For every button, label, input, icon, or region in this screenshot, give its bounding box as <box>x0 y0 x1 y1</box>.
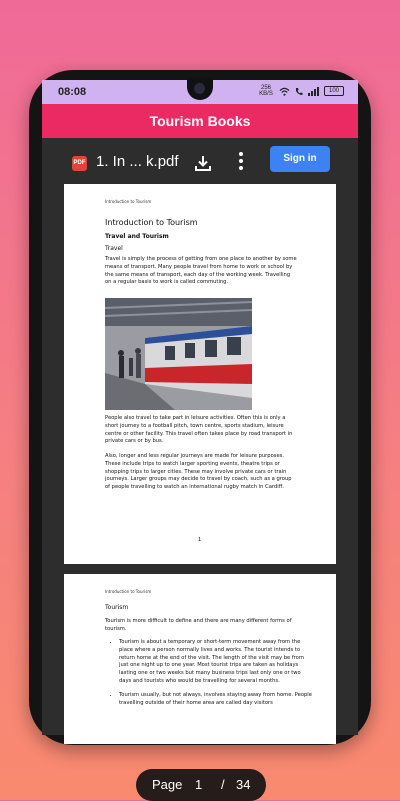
call-icon <box>295 87 303 96</box>
running-head: Introduction to Tourism <box>105 199 152 204</box>
pdf-viewer[interactable] <box>42 184 358 792</box>
battery-level: 100 <box>328 88 339 94</box>
signal-icon <box>308 86 319 96</box>
phone-screen <box>42 80 358 792</box>
running-head: Introduction to Tourism <box>105 589 152 594</box>
pdf-page-1 <box>64 184 336 564</box>
pdf-page-2 <box>64 574 336 744</box>
page-number: 1 <box>198 537 202 543</box>
camera-notch <box>187 78 213 100</box>
battery-icon <box>324 86 344 96</box>
page-indicator <box>136 769 266 801</box>
page-separator: / <box>221 777 225 792</box>
network-speed: 256 KB/S <box>259 85 273 97</box>
list-item: • Tourism is about a temporary or short-term movement away from the place where a person normally lives and works. The tourist intends to return home at the end of the visit. The length of the visit may be from just one night up to one year. Most tourist trips are taken as holidays lasting one or two weeks but many business trips last only one or two days and tourists who would be travelling for several months. <box>119 639 314 686</box>
subsection-heading: Travel <box>105 245 123 252</box>
section-heading: Travel and Tourism <box>105 233 169 240</box>
document-title: Introduction to Tourism <box>105 218 198 227</box>
paragraph-travel: Travel is simply the process of getting from one place to another by some means of transport. Many people travel from home to work or school by the same means of transport, each day of the working week. Travelling on a regular basis to work is called commuting. <box>105 256 297 286</box>
paragraph-longer-journeys: Also, longer and less regular journeys are made for leisure purposes. These include trips to watch larger sporting events, theatre trips or shopping trips to larger cities. These may involve private cars or train journeys. Larger groups may decide to travel by coach, such as a group of people travelling to watch an international rugby match in Cardiff. <box>105 453 292 491</box>
current-page: 1 <box>195 777 203 792</box>
paragraph-tourism-intro: Tourism is more difficult to define and there are many different forms of tourism. <box>105 618 292 632</box>
status-bar <box>42 80 358 104</box>
status-time: 08:08 <box>58 86 87 98</box>
total-pages: 34 <box>236 777 251 792</box>
wifi-icon <box>279 87 290 96</box>
more-vert-icon[interactable] <box>238 152 244 172</box>
train-station-photo <box>105 298 252 410</box>
pdf-filename: 1. In ... k.pdf <box>96 153 179 170</box>
pdf-toolbar <box>42 138 358 188</box>
page-indicator-label: Page <box>152 777 183 792</box>
bullet-list <box>109 639 314 713</box>
list-item: • Tourism usually, but not always, involves staying away from home. People travelling outside of their home area are called day visitors <box>119 692 314 708</box>
app-title: Tourism Books <box>149 113 251 129</box>
status-icons <box>258 85 344 97</box>
camera-icon <box>194 83 205 94</box>
paragraph-leisure: People also travel to take part in leisure activities. Often this is only a short journey to a football pitch, town centre, sports stadium, leisure centre or other facility. This travel often takes place by road transport in private cars or by bus. <box>105 415 293 445</box>
pdf-file-icon: PDF <box>72 156 87 171</box>
sign-in-button[interactable]: Sign in <box>270 146 330 172</box>
section-heading: Tourism <box>105 604 129 611</box>
app-bar <box>42 104 358 138</box>
download-icon[interactable] <box>194 154 212 172</box>
